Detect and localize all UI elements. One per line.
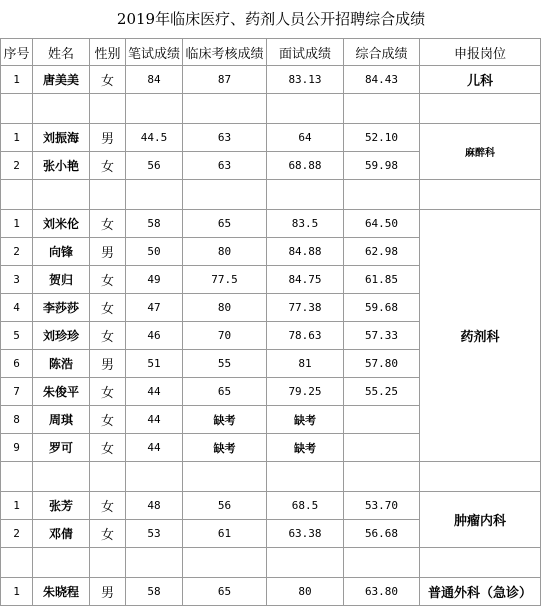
cell-clinical: 70 [183,322,267,350]
cell-gender: 女 [90,152,126,180]
cell-gender: 女 [90,520,126,548]
header-total: 综合成绩 [344,39,420,66]
cell-clinical: 56 [183,492,267,520]
empty-cell [344,462,420,492]
cell-interview: 68.88 [267,152,344,180]
cell-gender: 男 [90,124,126,152]
cell-clinical: 61 [183,520,267,548]
empty-cell [126,180,183,210]
spacer-row [1,548,541,578]
cell-gender: 女 [90,492,126,520]
cell-name: 周琪 [33,406,90,434]
empty-cell [126,462,183,492]
cell-position: 药剂科 [420,210,541,462]
header-clinical: 临床考核成绩 [183,39,267,66]
cell-written: 58 [126,578,183,606]
cell-name: 张芳 [33,492,90,520]
cell-seq: 1 [1,124,33,152]
cell-written: 58 [126,210,183,238]
empty-cell [420,548,541,578]
empty-cell [33,462,90,492]
cell-gender: 女 [90,294,126,322]
cell-interview: 78.63 [267,322,344,350]
cell-clinical: 63 [183,124,267,152]
cell-gender: 女 [90,266,126,294]
header-position: 申报岗位 [420,39,541,66]
cell-written: 50 [126,238,183,266]
empty-cell [420,180,541,210]
spacer-row [1,94,541,124]
cell-written: 44 [126,378,183,406]
cell-position: 普通外科（急诊） [420,578,541,606]
table-header [1,39,541,66]
cell-total: 52.10 [344,124,420,152]
table-row [1,492,541,520]
empty-cell [1,94,33,124]
spacer-row [1,180,541,210]
empty-cell [1,462,33,492]
cell-clinical: 55 [183,350,267,378]
empty-cell [33,94,90,124]
cell-total: 61.85 [344,266,420,294]
cell-name: 陈浩 [33,350,90,378]
cell-name: 罗可 [33,434,90,462]
cell-total: 63.80 [344,578,420,606]
cell-total: 53.70 [344,492,420,520]
empty-cell [33,548,90,578]
empty-cell [267,462,344,492]
cell-seq: 4 [1,294,33,322]
cell-name: 朱晓程 [33,578,90,606]
header-written: 笔试成绩 [126,39,183,66]
empty-cell [267,94,344,124]
cell-gender: 男 [90,578,126,606]
header-name: 姓名 [33,39,90,66]
table-row [1,66,541,94]
cell-seq: 7 [1,378,33,406]
cell-total: 57.80 [344,350,420,378]
table-row [1,124,541,152]
empty-cell [267,548,344,578]
header-interview: 面试成绩 [267,39,344,66]
empty-cell [420,462,541,492]
cell-position: 麻醉科 [420,124,541,180]
cell-total: 56.68 [344,520,420,548]
cell-clinical: 缺考 [183,406,267,434]
empty-cell [344,94,420,124]
header-gender: 性别 [90,39,126,66]
cell-total: 62.98 [344,238,420,266]
cell-total: 84.43 [344,66,420,94]
cell-total: 57.33 [344,322,420,350]
cell-written: 56 [126,152,183,180]
table-row [1,578,541,606]
empty-cell [90,180,126,210]
empty-cell [90,548,126,578]
cell-interview: 84.88 [267,238,344,266]
cell-gender: 女 [90,434,126,462]
cell-name: 唐美美 [33,66,90,94]
cell-interview: 64 [267,124,344,152]
cell-total [344,434,420,462]
cell-interview: 缺考 [267,434,344,462]
empty-cell [183,94,267,124]
cell-gender: 女 [90,66,126,94]
cell-interview: 63.38 [267,520,344,548]
cell-seq: 5 [1,322,33,350]
cell-gender: 女 [90,406,126,434]
cell-gender: 男 [90,238,126,266]
cell-total: 59.68 [344,294,420,322]
table-body [1,66,541,606]
empty-cell [183,462,267,492]
cell-position: 肿瘤内科 [420,492,541,548]
cell-written: 47 [126,294,183,322]
empty-cell [90,462,126,492]
cell-seq: 6 [1,350,33,378]
scores-table [0,38,541,606]
cell-total: 59.98 [344,152,420,180]
cell-name: 邓倩 [33,520,90,548]
cell-seq: 2 [1,520,33,548]
empty-cell [126,94,183,124]
cell-name: 刘振海 [33,124,90,152]
cell-position: 儿科 [420,66,541,94]
cell-interview: 79.25 [267,378,344,406]
cell-written: 53 [126,520,183,548]
cell-seq: 1 [1,492,33,520]
cell-seq: 2 [1,238,33,266]
cell-name: 刘珍珍 [33,322,90,350]
cell-name: 张小艳 [33,152,90,180]
cell-seq: 9 [1,434,33,462]
cell-written: 49 [126,266,183,294]
cell-interview: 84.75 [267,266,344,294]
cell-interview: 80 [267,578,344,606]
empty-cell [420,94,541,124]
cell-interview: 68.5 [267,492,344,520]
empty-cell [183,548,267,578]
cell-seq: 1 [1,66,33,94]
cell-clinical: 80 [183,294,267,322]
cell-clinical: 65 [183,578,267,606]
empty-cell [183,180,267,210]
header-seq: 序号 [1,39,33,66]
cell-seq: 2 [1,152,33,180]
cell-written: 48 [126,492,183,520]
cell-name: 贺归 [33,266,90,294]
empty-cell [90,94,126,124]
cell-interview: 83.5 [267,210,344,238]
cell-name: 刘米伦 [33,210,90,238]
cell-seq: 1 [1,210,33,238]
cell-seq: 8 [1,406,33,434]
cell-written: 51 [126,350,183,378]
spacer-row [1,462,541,492]
empty-cell [33,180,90,210]
cell-written: 44.5 [126,124,183,152]
cell-interview: 83.13 [267,66,344,94]
cell-clinical: 65 [183,210,267,238]
cell-clinical: 缺考 [183,434,267,462]
page-title: 2019年临床医疗、药剂人员公开招聘综合成绩 [116,10,426,28]
cell-total: 64.50 [344,210,420,238]
cell-written: 44 [126,406,183,434]
cell-name: 向锋 [33,238,90,266]
table-row [1,210,541,238]
empty-cell [344,180,420,210]
cell-gender: 女 [90,378,126,406]
cell-clinical: 80 [183,238,267,266]
cell-written: 84 [126,66,183,94]
cell-clinical: 87 [183,66,267,94]
cell-clinical: 63 [183,152,267,180]
cell-total: 55.25 [344,378,420,406]
cell-gender: 女 [90,322,126,350]
empty-cell [1,180,33,210]
cell-interview: 77.38 [267,294,344,322]
cell-written: 46 [126,322,183,350]
cell-written: 44 [126,434,183,462]
cell-name: 朱俊平 [33,378,90,406]
empty-cell [126,548,183,578]
cell-total [344,406,420,434]
cell-interview: 缺考 [267,406,344,434]
cell-clinical: 65 [183,378,267,406]
cell-interview: 81 [267,350,344,378]
cell-seq: 3 [1,266,33,294]
empty-cell [1,548,33,578]
empty-cell [267,180,344,210]
cell-gender: 男 [90,350,126,378]
empty-cell [344,548,420,578]
cell-name: 李莎莎 [33,294,90,322]
cell-clinical: 77.5 [183,266,267,294]
cell-seq: 1 [1,578,33,606]
cell-gender: 女 [90,210,126,238]
